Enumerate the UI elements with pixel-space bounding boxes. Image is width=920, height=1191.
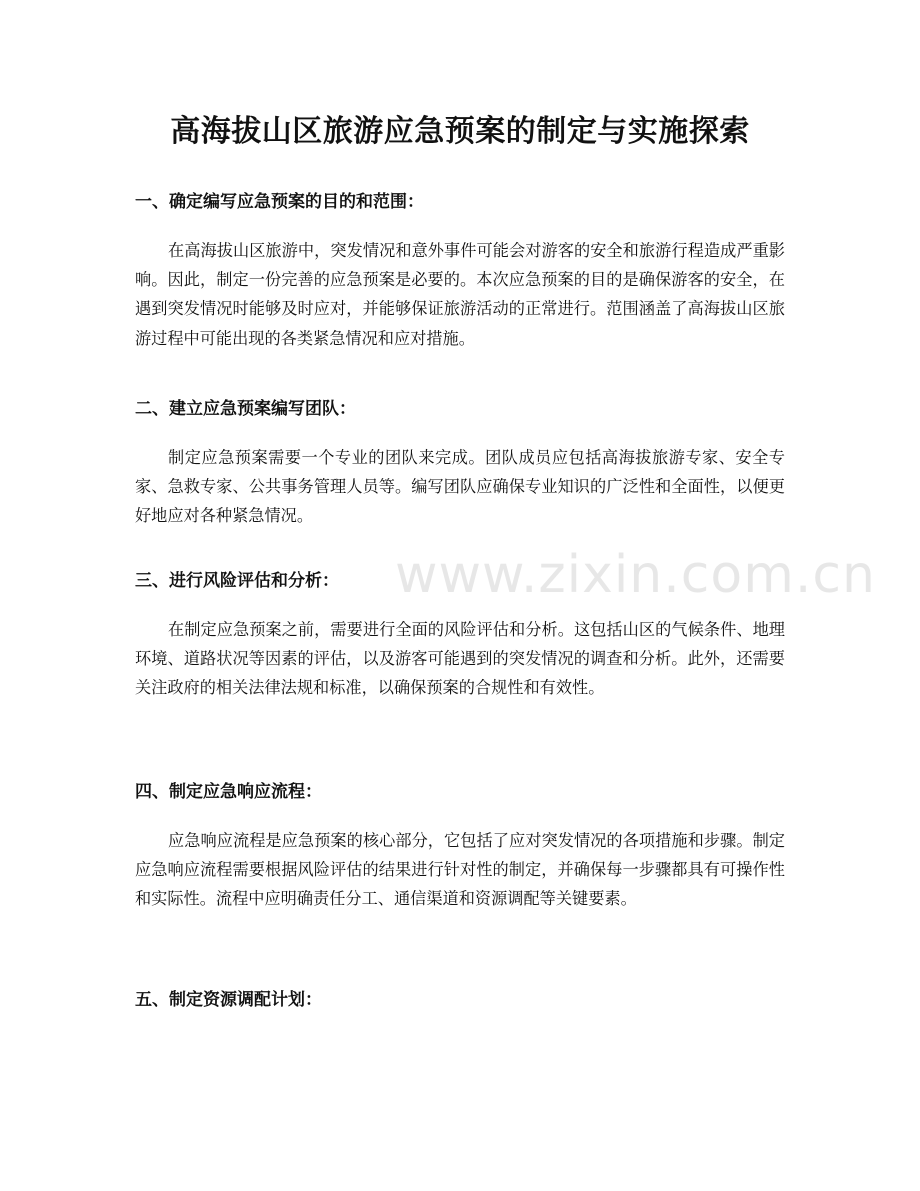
document-title: 高海拔山区旅游应急预案的制定与实施探索 (170, 114, 750, 149)
section-heading: 三、进行风险评估和分析： (135, 571, 339, 591)
section-risk-assessment (135, 569, 785, 703)
section-heading: 五、制定资源调配计划： (135, 990, 322, 1010)
section-heading: 四、制定应急响应流程： (135, 782, 322, 802)
section-team (135, 397, 785, 531)
section-heading: 一、确定编写应急预案的目的和范围： (135, 192, 424, 212)
section-paragraph: 制定应急预案需要一个专业的团队来完成。团队成员应包括高海拔旅游专家、安全专家、急救专家、公共事务管理人员等。编写团队应确保专业知识的广泛性和全面性，以便更好地应对各种紧急情况。 (135, 448, 785, 526)
section-heading: 二、建立应急预案编写团队： (135, 399, 356, 419)
section-paragraph: 应急响应流程是应急预案的核心部分，它包括了应对突发情况的各项措施和步骤。制定应急响应流程需要根据风险评估的结果进行针对性的制定，并确保每一步骤都具有可操作性和实际性。流程中应明确责任分工、通信渠道和资源调配等关键要素。 (135, 831, 785, 909)
section-paragraph: 在高海拔山区旅游中，突发情况和意外事件可能会对游客的安全和旅游行程造成严重影响。因此，制定一份完善的应急预案是必要的。本次应急预案的目的是确保游客的安全，在遇到突发情况时能够及时应对，并能够保证旅游活动的正常进行。范围涵盖了高海拔山区旅游过程中可能出现的各类紧急情况和应对措施。 (135, 241, 785, 348)
section-purpose-scope (135, 190, 785, 353)
watermark: www.zixin.com.cn (395, 545, 876, 605)
section-resource-plan (135, 988, 785, 1012)
section-paragraph: 在制定应急预案之前，需要进行全面的风险评估和分析。这包括山区的气候条件、地理环境、道路状况等因素的评估，以及游客可能遇到的突发情况的调查和分析。此外，还需要关注政府的相关法律法规和标准，以确保预案的合规性和有效性。 (135, 620, 785, 698)
section-response-process (135, 780, 785, 914)
